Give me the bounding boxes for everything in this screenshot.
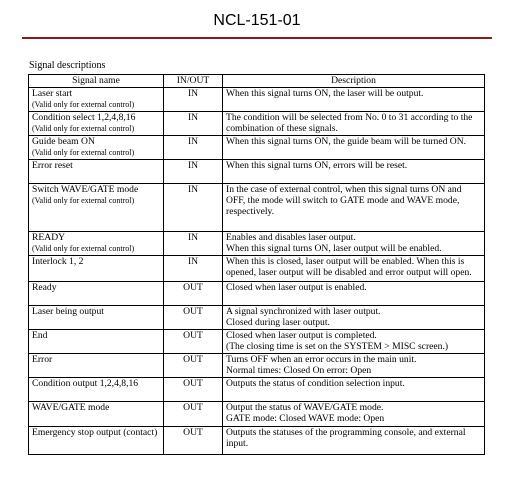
signal-description: [223, 402, 485, 427]
table-row: [29, 88, 485, 112]
signal-description: [223, 256, 485, 282]
table-row: [29, 160, 485, 184]
signal-description: [223, 378, 485, 402]
document-title: NCL-151-01: [213, 12, 301, 29]
table-row: [29, 282, 485, 306]
signal-note: (Valid only for external control): [32, 196, 135, 205]
signal-direction: IN: [164, 184, 223, 232]
signal-name-cell: [29, 378, 164, 402]
signal-name-cell: [29, 256, 164, 282]
description-line: The condition will be selected from No. 0 to 31 according to the: [226, 112, 473, 123]
table-row: [29, 330, 485, 354]
signal-name: Emergency stop output (contact): [32, 427, 158, 438]
signal-description: [223, 306, 485, 330]
signal-name-cell: [29, 330, 164, 354]
signal-name-cell: [29, 160, 164, 184]
signal-direction: OUT: [164, 378, 223, 402]
header-signal-name: Signal name: [29, 75, 164, 88]
table-row: [29, 427, 485, 455]
signal-name-cell: [29, 306, 164, 330]
signal-note: (Valid only for external control): [32, 244, 135, 253]
signal-name: Ready: [32, 282, 57, 293]
signal-name-cell: [29, 427, 164, 455]
signal-name-cell: [29, 402, 164, 427]
table-row: [29, 256, 485, 282]
description-line: Normal times: Closed On error: Open: [226, 365, 372, 376]
table-row: [29, 112, 485, 136]
signal-name-cell: [29, 136, 164, 160]
description-line: Enables and disables laser output.: [226, 232, 356, 243]
signal-direction: IN: [164, 232, 223, 256]
description-line: OFF, the mode will switch to GATE mode and WAVE mode,: [226, 195, 460, 206]
signal-name: Switch WAVE/GATE mode: [32, 184, 139, 195]
section-heading: Signal descriptions: [29, 60, 106, 71]
signal-description: [223, 282, 485, 306]
signal-direction: IN: [164, 160, 223, 184]
description-line: opened, laser output will be disabled and error output will open.: [226, 267, 472, 278]
signal-name: End: [32, 330, 48, 341]
description-line: When this signal turns ON, laser output will be enabled.: [226, 243, 442, 254]
signal-name: Interlock 1, 2: [32, 256, 84, 267]
signal-description: [223, 427, 485, 455]
signal-name-cell: [29, 282, 164, 306]
description-line: Turns OFF when an error occurs in the main unit.: [226, 354, 417, 365]
signal-name: Error reset: [32, 160, 73, 171]
signal-description: [223, 330, 485, 354]
signal-description: [223, 354, 485, 378]
signal-name-cell: [29, 112, 164, 136]
description-line: A signal synchronized with laser output.: [226, 306, 381, 317]
signal-direction: OUT: [164, 306, 223, 330]
signal-name-cell: [29, 232, 164, 256]
signal-description: [223, 232, 485, 256]
signal-direction: IN: [164, 112, 223, 136]
table-row: [29, 232, 485, 256]
table-header-row: [29, 75, 485, 88]
signal-name: Error: [32, 354, 53, 365]
table-row: [29, 306, 485, 330]
header-in-out: IN/OUT: [164, 75, 223, 88]
description-line: GATE mode: Closed WAVE mode: Open: [226, 413, 385, 424]
description-line: Closed when laser output is completed.: [226, 330, 377, 341]
signal-name-cell: [29, 88, 164, 112]
signal-description: [223, 88, 485, 112]
signal-name-cell: [29, 354, 164, 378]
signal-name: Laser start: [32, 88, 73, 99]
description-line: Output the status of WAVE/GATE mode.: [226, 402, 384, 413]
signal-note: (Valid only for external control): [32, 148, 135, 157]
signal-direction: IN: [164, 88, 223, 112]
signal-name: Condition output 1,2,4,8,16: [32, 378, 139, 389]
title-divider: [22, 37, 492, 39]
signal-direction: IN: [164, 256, 223, 282]
signal-table: [28, 74, 485, 455]
signal-name: Laser being output: [32, 306, 104, 317]
description-line: input.: [226, 438, 249, 449]
signal-description: [223, 184, 485, 232]
signal-name-cell: [29, 184, 164, 232]
signal-description: [223, 160, 485, 184]
signal-direction: OUT: [164, 354, 223, 378]
description-line: Outputs the statuses of the programming console, and external: [226, 427, 466, 438]
description-line: When this signal turns ON, the laser will be output.: [226, 88, 424, 99]
header-description: Description: [223, 75, 485, 88]
signal-name: Guide beam ON: [32, 136, 95, 147]
signal-description: [223, 112, 485, 136]
description-line: Outputs the status of condition selection input.: [226, 378, 405, 389]
description-line: In the case of external control, when this signal turns ON and: [226, 184, 462, 195]
table-row: [29, 378, 485, 402]
table-row: [29, 402, 485, 427]
table-row: [29, 184, 485, 232]
description-line: When this signal turns ON, errors will be reset.: [226, 160, 408, 171]
signal-note: (Valid only for external control): [32, 124, 135, 133]
signal-direction: OUT: [164, 427, 223, 455]
signal-name: WAVE/GATE mode: [32, 402, 110, 413]
table-row: [29, 354, 485, 378]
description-line: When this is closed, laser output will be enabled. When this is: [226, 256, 465, 267]
signal-direction: OUT: [164, 282, 223, 306]
description-line: (The closing time is set on the SYSTEM > MISC screen.): [226, 341, 449, 352]
description-line: respectively.: [226, 206, 275, 217]
signal-name: READY: [32, 232, 66, 243]
description-line: combination of these signals.: [226, 123, 338, 134]
description-line: When this signal turns ON, the guide beam will be turned ON.: [226, 136, 467, 147]
signal-description: [223, 136, 485, 160]
signal-name: Condition select 1,2,4,8,16: [32, 112, 136, 123]
signal-direction: IN: [164, 136, 223, 160]
signal-direction: OUT: [164, 330, 223, 354]
description-line: Closed during laser output.: [226, 317, 330, 328]
signal-direction: OUT: [164, 402, 223, 427]
description-line: Closed when laser output is enabled.: [226, 282, 367, 293]
table-row: [29, 136, 485, 160]
signal-note: (Valid only for external control): [32, 100, 135, 109]
